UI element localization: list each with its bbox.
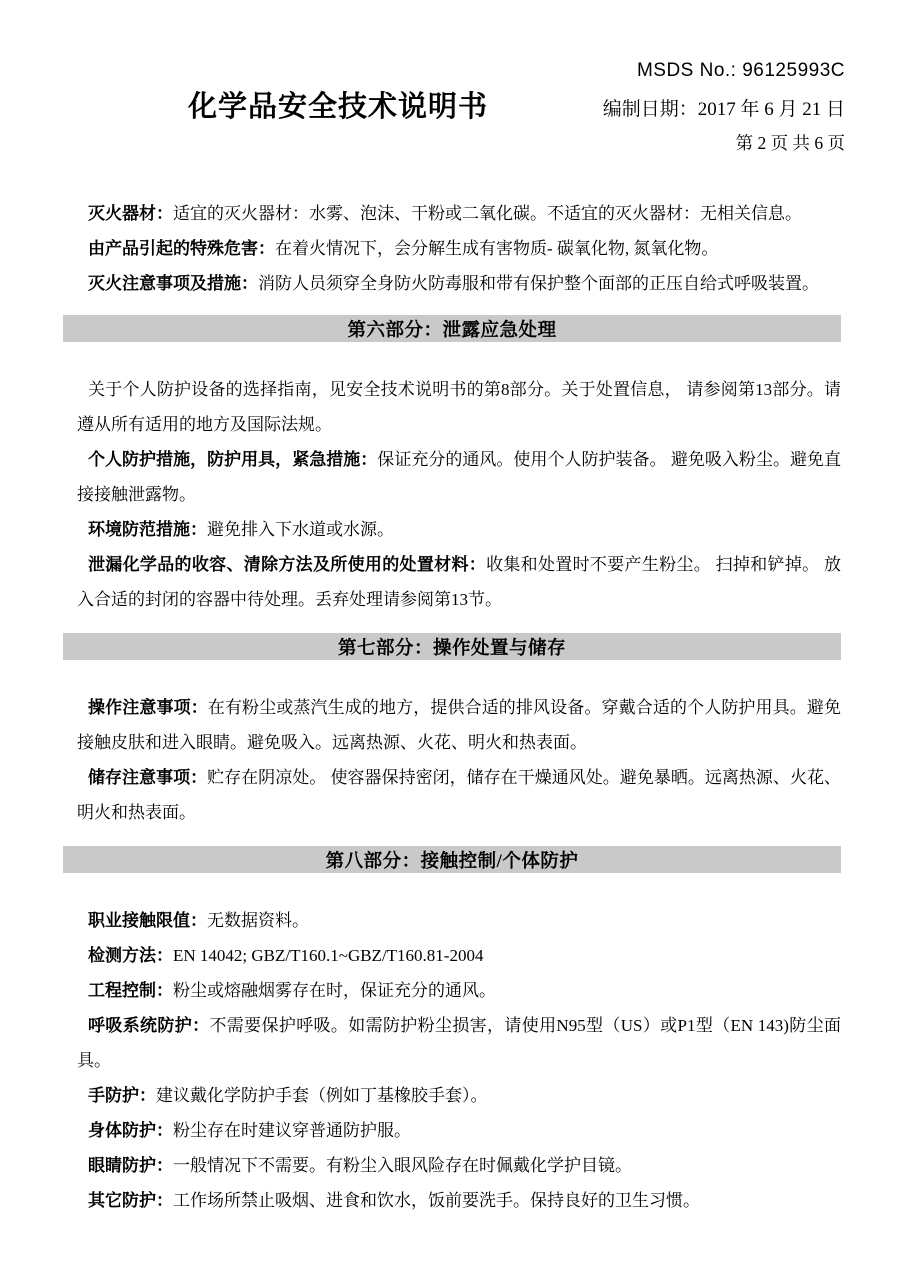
field-label: 工程控制： xyxy=(88,981,173,1000)
field-engineering-controls xyxy=(63,973,841,1008)
field-label: 手防护： xyxy=(88,1086,156,1105)
field-label: 环境防范措施： xyxy=(88,520,207,539)
section-title: 第六部分：泄露应急处理 xyxy=(347,320,557,341)
section-header-6 xyxy=(63,315,841,342)
field-value: 粉尘存在时建议穿普通防护服。 xyxy=(173,1121,411,1140)
field-personal-precautions xyxy=(63,442,841,512)
field-fire-equipment xyxy=(63,196,841,231)
field-value: 避免排入下水道或水源。 xyxy=(207,520,394,539)
field-environmental-precautions xyxy=(63,512,841,547)
field-value: 粉尘或熔融烟雾存在时，保证充分的通风。 xyxy=(173,981,496,1000)
field-value: EN 14042; GBZ/T160.1~GBZ/T160.81-2004 xyxy=(173,946,484,965)
field-label: 泄漏化学品的收容、清除方法及所使用的处置材料： xyxy=(88,555,487,574)
field-value: 适宜的灭火器材：水雾、泡沫、干粉或二氧化碳。不适宜的灭火器材：无相关信息。 xyxy=(173,204,802,223)
field-value: 消防人员须穿全身防火防毒服和带有保护整个面部的正压自给式呼吸装置。 xyxy=(258,274,819,293)
section-title: 第七部分：操作处置与储存 xyxy=(337,638,566,659)
field-value: 工作场所禁止吸烟、进食和饮水，饭前要洗手。保持良好的卫生习惯。 xyxy=(173,1191,700,1210)
field-label: 由产品引起的特殊危害： xyxy=(88,239,275,258)
document-header xyxy=(0,0,900,152)
field-storage-precautions xyxy=(63,760,841,830)
field-value: 在着火情况下，会分解生成有害物质- 碳氧化物, 氮氧化物。 xyxy=(275,239,719,258)
section-title: 第八部分：接触控制/个体防护 xyxy=(325,851,579,872)
field-hand-protection xyxy=(63,1078,841,1113)
field-value: 贮存在阴凉处。 使容器保持密闭，储存在干燥通风处。避免暴晒。远离热源、火花、明火和热表面。 xyxy=(77,768,842,822)
section-header-7 xyxy=(63,633,841,660)
field-body-protection xyxy=(63,1113,841,1148)
field-label: 职业接触限值： xyxy=(88,911,207,930)
field-containment-cleanup xyxy=(63,547,841,617)
field-handling-precautions xyxy=(63,690,841,760)
field-label: 检测方法： xyxy=(88,946,173,965)
field-eye-protection xyxy=(63,1148,841,1183)
field-respiratory-protection xyxy=(63,1008,841,1078)
field-label: 呼吸系统防护： xyxy=(88,1016,210,1035)
document-body xyxy=(63,196,841,1218)
field-firefighting-precautions xyxy=(63,266,841,301)
field-label: 灭火器材： xyxy=(88,204,173,223)
page-indicator: 第 2 页 共 6 页 xyxy=(735,133,845,153)
field-ppe-guidance xyxy=(63,372,841,442)
field-value: 无数据资料。 xyxy=(207,911,309,930)
field-value: 建议戴化学防护手套（例如丁基橡胶手套）。 xyxy=(156,1086,488,1105)
field-label: 操作注意事项： xyxy=(88,698,208,717)
field-label: 个人防护措施，防护用具，紧急措施： xyxy=(88,450,378,469)
field-value: 收集和处置时不要产生粉尘。 扫掉和铲掉。 放入合适的封闭的容器中待处理。丢弃处理请参阅第13节。 xyxy=(77,555,842,609)
compile-date: 编制日期：2017 年 6 月 21 日 xyxy=(602,99,845,120)
field-label: 身体防护： xyxy=(88,1121,173,1140)
field-label: 灭火注意事项及措施： xyxy=(88,274,258,293)
field-other-protection xyxy=(63,1183,841,1218)
field-value: 在有粉尘或蒸汽生成的地方，提供合适的排风设备。穿戴合适的个人防护用具。避免接触皮肤和进入眼睛。避免吸入。远离热源、火花、明火和热表面。 xyxy=(77,698,842,752)
section-header-8 xyxy=(63,846,841,873)
field-value: 关于个人防护设备的选择指南，见安全技术说明书的第8部分。关于处置信息， 请参阅第13部分。请遵从所有适用的地方及国际法规。 xyxy=(77,380,841,434)
field-label: 储存注意事项： xyxy=(88,768,208,787)
field-value: 不需要保护呼吸。如需防护粉尘损害，请使用N95型（US）或P1型（EN 143)防尘面具。 xyxy=(77,1016,841,1070)
field-special-hazards xyxy=(63,231,841,266)
field-value: 一般情况下不需要。有粉尘入眼风险存在时佩戴化学护目镜。 xyxy=(173,1156,632,1175)
msds-number: MSDS No.: 96125993C xyxy=(636,60,845,81)
field-exposure-limits xyxy=(63,903,841,938)
field-test-methods xyxy=(63,938,841,973)
document-title: 化学品安全技术说明书 xyxy=(188,91,489,123)
field-label: 眼睛防护： xyxy=(88,1156,173,1175)
header-meta-block xyxy=(603,60,845,155)
field-value: 保证充分的通风。使用个人防护装备。 避免吸入粉尘。避免直接接触泄露物。 xyxy=(77,450,842,504)
field-label: 其它防护： xyxy=(88,1191,173,1210)
